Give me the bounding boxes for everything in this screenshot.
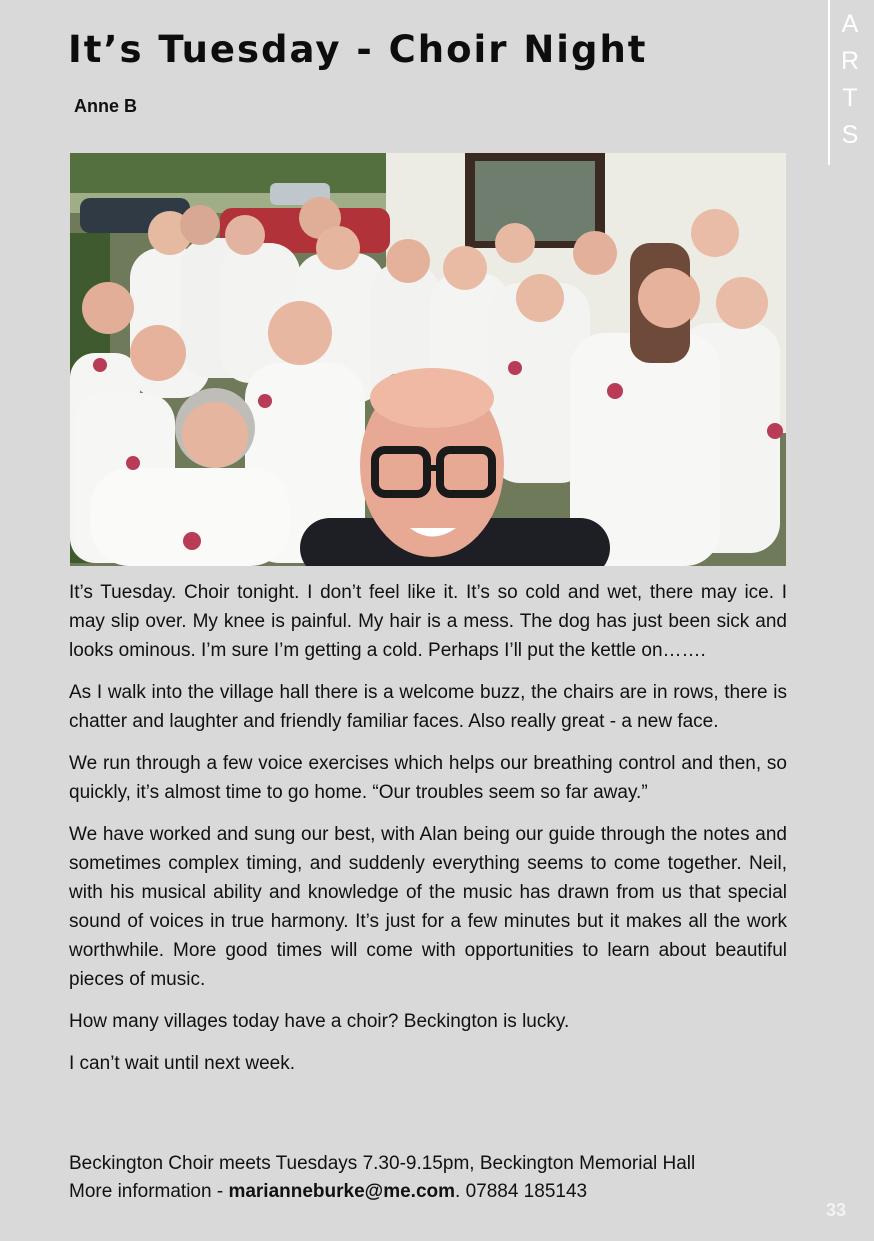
- contact-email-link[interactable]: marianneburke@me.com: [228, 1181, 456, 1202]
- article-title: It’s Tuesday - Choir Night: [68, 28, 648, 71]
- section-tab-letter: A: [841, 10, 859, 38]
- choir-group-photo: [70, 153, 786, 566]
- article-paragraph: We have worked and sung our best, with Alan being our guide through the notes and sometimes complex timing, and suddenly everything seems to come together. Neil, with his musical ability and knowledge of the music has drawn from us that special sound of voices in true harmony. It’s just for a few minutes but it makes all the work worthwhile. More good times will come with opportunities to learn about beautiful pieces of music.: [69, 824, 787, 990]
- article-paragraph: We run through a few voice exercises which helps our breathing control and then, so quickly, it’s almost time to go home. “Our troubles seem so far away.”: [69, 753, 787, 803]
- article-paragraph: I can’t wait until next week.: [69, 1053, 295, 1074]
- section-tab-letter: T: [842, 84, 858, 112]
- page-number: 33: [826, 1200, 847, 1220]
- article-paragraph: It’s Tuesday. Choir tonight. I don’t feel like it. It’s so cold and wet, there may ice. I may slip over. My knee is painful. My hair is a mess. The dog has just been sick and looks ominous. I’m sure I’m getting a cold. Perhaps I’ll put the kettle on…….: [69, 582, 787, 661]
- article-paragraph: As I walk into the village hall there is a welcome buzz, the chairs are in rows, there is chatter and laughter and friendly familiar faces. Also really great - a new face.: [69, 682, 787, 732]
- author-byline: Anne B: [74, 96, 137, 116]
- choir-info: [69, 1150, 787, 1206]
- section-tab-letter: S: [841, 121, 859, 149]
- section-tab-arts: [828, 0, 874, 165]
- article-paragraph: How many villages today have a choir? Beckington is lucky.: [69, 1011, 570, 1032]
- contact-prefix: More information -: [69, 1181, 229, 1202]
- contact-phone: . 07884 185143: [455, 1181, 588, 1202]
- section-tab-letter: R: [840, 47, 860, 75]
- meeting-details: Beckington Choir meets Tuesdays 7.30-9.15pm, Beckington Memorial Hall: [69, 1153, 696, 1174]
- contact-line: [69, 1178, 787, 1206]
- article-body: [69, 578, 787, 1091]
